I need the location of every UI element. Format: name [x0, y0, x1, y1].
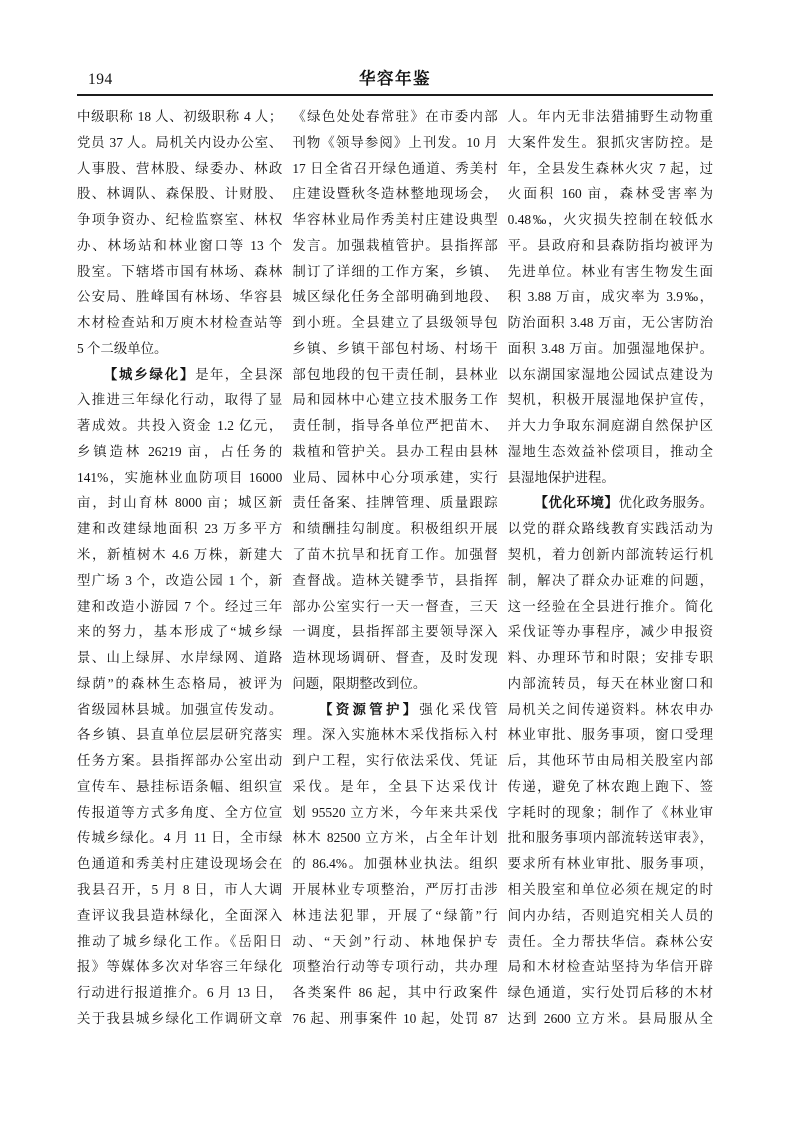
- text-line: 责任制，指导各单位严把苗木、: [292, 418, 498, 434]
- text-line: 建和改建绿地面积 23 万多平方: [77, 521, 283, 537]
- text-line: 部办公室实行一天一督查，三天: [292, 598, 498, 614]
- text-line: 到小班。全县建立了县级领导包: [292, 315, 498, 331]
- text-line: 股室。下辖塔市国有林场、森林: [77, 263, 283, 279]
- text-body: [77, 104, 713, 1032]
- text-line: 后，其他环节由局相关股室内部: [507, 753, 713, 769]
- text-line: 报》等媒体多次对华容三年绿化: [77, 959, 283, 975]
- text-line: 各类案件 86 起，其中行政案件: [292, 985, 498, 1001]
- text-line: 绿荫”的森林生态格局，被评为: [77, 675, 283, 691]
- text-line: 年，全县发生森林火灾 7 起，过: [507, 160, 713, 176]
- text-line: 要求所有林业审批、服务事项，: [507, 856, 713, 872]
- text-line: 传报道等方式多角度、全方位宣: [77, 804, 283, 820]
- text-line: 人事股、营林股、绿委办、林政: [77, 160, 283, 176]
- text-line: 来的努力，基本形成了“城乡绿: [77, 624, 283, 640]
- text-line: 责任备案、挂牌管理、质量跟踪: [292, 495, 498, 511]
- text-line: 发言。加强栽植管护。县指挥部: [292, 237, 498, 253]
- text-line: 一调度，县指挥部主要领导深入: [292, 624, 498, 640]
- text-line: 木材检查站和万庾木材检查站等: [77, 315, 283, 331]
- text-line: 省级园林县城。加强宣传发动。: [77, 701, 283, 717]
- text-line: 制，解决了群众办证难的问题，: [507, 572, 713, 588]
- text-line: 人。年内无非法猎捕野生动物重: [507, 109, 713, 124]
- text-line: 了苗木抗旱和抚育工作。加强督: [292, 547, 498, 563]
- text-line: 积 3.88 万亩，成灾率为 3.9‰，: [507, 289, 713, 305]
- text-line: 76 起、刑事案件 10 起，处罚 87: [292, 1010, 498, 1026]
- text-line: 米，新植树木 4.6 万株，新建大: [77, 547, 283, 563]
- text-line: 关于我县城乡绿化工作调研文章: [77, 1010, 283, 1026]
- text-line: 【资源管护】强化采伐管: [319, 701, 498, 717]
- text-line: 林木 82500 立方米，占全年计划: [292, 830, 498, 846]
- text-line: 141%，实施林业血防项目 16000: [77, 469, 283, 485]
- text-line: 契机，积极开展湿地保护宣传，: [507, 392, 713, 408]
- book-title: 华容年鉴: [359, 69, 431, 88]
- text-line: 型广场 3 个，改造公园 1 个，新: [77, 572, 283, 588]
- text-line: 防治面积 3.48 万亩，无公害防治: [507, 315, 713, 331]
- text-line: 内部流转员，每天在林业窗口和: [507, 675, 713, 691]
- text-line: 《绿色处处春常驻》在市委内部: [292, 109, 498, 124]
- text-line: 批和服务事项内部流转送审表》，: [507, 830, 713, 846]
- text-line: 到户工程，实行依法采伐、凭证: [292, 753, 498, 769]
- section-header: 【优化环境】: [534, 495, 619, 511]
- text-line: 传城乡绿化。4 月 11 日，全市绿: [77, 830, 283, 846]
- text-line: 间内办结，否则追究相关人员的: [507, 907, 713, 923]
- text-line: 乡镇造林 26219 亩，占任务的: [77, 443, 283, 459]
- text-line: 中级职称 18 人、初级职称 4 人；: [77, 109, 283, 124]
- text-line: 局和园林中心建立技术服务工作: [292, 392, 498, 408]
- text-line: 制订了详细的工作方案，乡镇、: [292, 263, 498, 279]
- text-line: 问题，限期整改到位。: [292, 675, 427, 691]
- text-line: 和绩酬挂勾制度。积极组织开展: [292, 521, 498, 537]
- text-line: 并大力争取东洞庭湖自然保护区: [507, 418, 713, 434]
- text-line: 庄建设暨秋冬造林整地现场会，: [292, 186, 498, 202]
- text-line: 亩，封山育林 8000 亩；城区新: [77, 495, 283, 511]
- text-line: 动、“天剑”行动、林地保护专: [292, 933, 498, 949]
- text-line: 面积 3.48 万亩。加强湿地保护。: [507, 340, 713, 356]
- text-line: 划 95520 立方米，今年来共采伐: [292, 804, 498, 820]
- text-line: 景、山上绿屏、水岸绿网、道路: [77, 650, 283, 666]
- text-line: 业局、园林中心分项承建，实行: [292, 469, 498, 485]
- text-line: 县湿地保护进程。: [507, 469, 615, 485]
- text-line: 局机关之间传递资料。林农申办: [507, 701, 713, 717]
- text-line: 大案件发生。狠抓灾害防控。是: [507, 134, 713, 150]
- text-line: 著成效。共投入资金 1.2 亿元，: [77, 418, 283, 434]
- text-line: 理。深入实施林木采伐指标入村: [292, 727, 498, 743]
- text-line: 股、林调队、森保股、计财股、: [77, 186, 283, 202]
- text-column-2: [292, 104, 497, 1032]
- section-header: 【城乡绿化】: [103, 366, 196, 382]
- text-line: 5 个二级单位。: [77, 340, 168, 356]
- text-line: 以党的群众路线教育实践活动为: [507, 521, 713, 537]
- text-line: 查督战。造林关键季节，县指挥: [292, 572, 498, 588]
- text-line: 字耗时的现象；制作了《林业审: [507, 804, 713, 820]
- text-line: 林违法犯罪，开展了“绿箭”行: [292, 907, 498, 923]
- text-line: 林业审批、服务事项，窗口受理: [507, 727, 713, 743]
- text-line: 争项争资办、纪检监察室、林权: [77, 212, 283, 228]
- text-line: 行动进行报道推介。6 月 13 日，: [77, 985, 283, 1001]
- text-line: 绿色通道，实行处罚后移的木材: [507, 985, 713, 1001]
- text-line: 0.48‰，火灾损失控制在较低水: [507, 212, 713, 228]
- text-line: 建和改造小游园 7 个。经过三年: [77, 598, 283, 614]
- running-head: [77, 62, 713, 96]
- text-line: 达到 2600 立方米。县局服从全: [507, 1010, 713, 1026]
- text-line: 查评议我县造林绿化，全面深入: [77, 907, 283, 923]
- text-line: 推动了城乡绿化工作。《岳阳日: [77, 933, 283, 949]
- text-line: 局和木材检查站坚持为华信开辟: [507, 959, 713, 975]
- text-line: 部包地段的包干责任制，县林业: [292, 366, 498, 382]
- text-line: 公安局、胜峰国有林场、华容县: [77, 289, 283, 305]
- text-line: 我县召开，5 月 8 日，市人大调: [77, 881, 283, 897]
- text-line: 17 日全省召开绿色通道、秀美村: [292, 160, 498, 176]
- text-line: 栽植和管护关。县办工程由县林: [292, 443, 498, 459]
- text-line: 火面积 160 亩，森林受害率为: [507, 186, 713, 202]
- text-line: 这一经验在全县进行推介。简化: [507, 598, 713, 614]
- text-line: 任务方案。县指挥部办公室出动: [77, 753, 283, 769]
- text-line: 采伐证等办事程序，减少申报资: [507, 624, 713, 640]
- text-line: 造林现场调研、督查，及时发现: [292, 650, 498, 666]
- text-line: 乡镇、乡镇干部包村场、村场干: [292, 340, 498, 356]
- text-line: 料、办理环节和时限；安排专职: [507, 650, 713, 666]
- text-line: 传递，避免了林农跑上跑下、签: [507, 778, 713, 794]
- text-column-3: [508, 104, 713, 1032]
- text-line: 的 86.4%。加强林业执法。组织: [292, 856, 498, 872]
- text-line: 华容林业局作秀美村庄建设典型: [292, 212, 498, 228]
- text-line: 以东湖国家湿地公园试点建设为: [507, 366, 713, 382]
- text-line: 项整治行动等专项行动，共办理: [292, 959, 498, 975]
- text-line: 宣传车、悬挂标语条幅、组织宣: [77, 778, 283, 794]
- text-line: 契机，着力创新内部流转运行机: [507, 547, 713, 563]
- text-line: 城区绿化任务全部明确到地段、: [292, 289, 498, 305]
- text-line: 【优化环境】优化政务服务。: [534, 495, 713, 511]
- text-line: 相关股室和单位必须在规定的时: [507, 881, 713, 897]
- text-line: 责任。全力帮扶华信。森林公安: [507, 933, 713, 949]
- text-line: 采伐。是年，全县下达采伐计: [292, 778, 498, 794]
- page-number: 194: [88, 71, 113, 88]
- text-line: 湿地生态效益补偿项目，推动全: [507, 443, 713, 459]
- text-line: 各乡镇、县直单位层层研究落实: [77, 727, 283, 743]
- text-column-1: [77, 104, 282, 1032]
- text-line: 平。县政府和县森防指均被评为: [507, 237, 713, 253]
- text-line: 刊物《领导参阅》上刊发。10 月: [292, 134, 498, 150]
- section-header: 【资源管护】: [319, 701, 420, 717]
- text-line: 【城乡绿化】是年，全县深: [103, 366, 283, 382]
- text-line: 党员 37 人。局机关内设办公室、: [77, 134, 283, 150]
- text-line: 办、林场站和林业窗口等 13 个: [77, 237, 283, 253]
- text-line: 先进单位。林业有害生物发生面: [507, 263, 713, 279]
- text-line: 入推进三年绿化行动，取得了显: [77, 392, 283, 408]
- text-line: 色通道和秀美村庄建设现场会在: [77, 856, 283, 872]
- text-line: 开展林业专项整治，严厉打击涉: [292, 881, 498, 897]
